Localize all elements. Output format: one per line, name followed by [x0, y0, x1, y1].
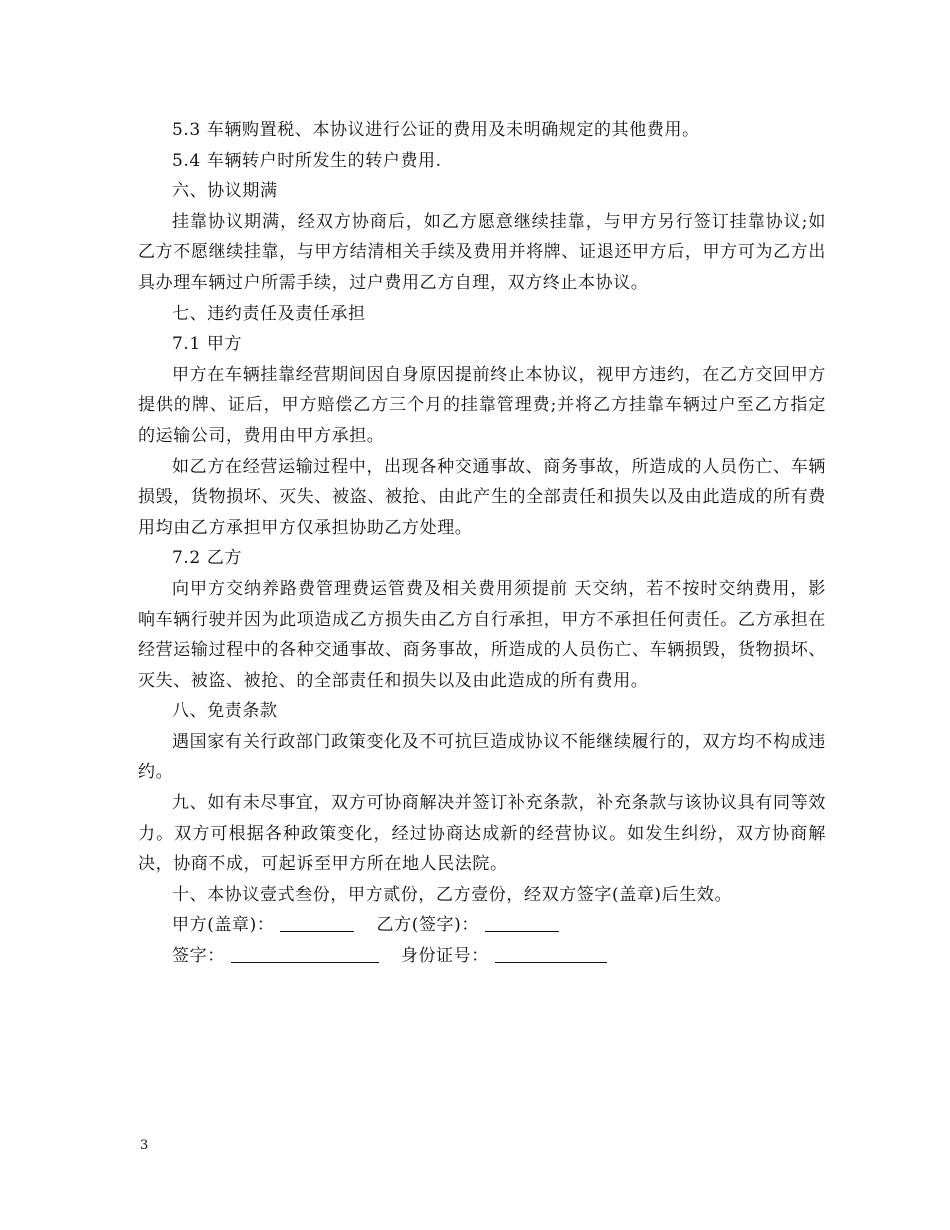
- paragraph-party-b-accident: 如乙方在经营运输过程中，出现各种交通事故、商务事故，所造成的人员伤亡、车辆损毁，货物损坏、灭失、被盗、被抢、由此产生的全部责任和损失以及由此造成的所有费用均由乙方承担甲方仅承担协助乙方处理。: [138, 456, 826, 538]
- signature-blank: [231, 944, 379, 963]
- party-a-seal-label: 甲方(盖章)：: [172, 915, 275, 936]
- paragraph-5-3: 5.3 车辆购置税、本协议进行公证的费用及未明确规定的其他费用。: [172, 120, 700, 140]
- signature-label: 签字：: [172, 946, 225, 967]
- paragraph-exemption: 遇国家有关行政部门政策变化及不可抗巨造成协议不能继续履行的，双方均不构成违约。: [138, 731, 826, 783]
- section-heading-exemption: 八、免责条款: [172, 701, 278, 722]
- paragraph-party-b-obligations: 向甲方交纳养路费管理费运管费及相关费用须提前 天交纳，若不按时交纳费用，影响车辆行驶并因为此项造成乙方损失由乙方自行承担，甲方不承担任何责任。乙方承担在经营运输过程中的各种交通事故、商务事故，所造成的人员伤亡、车辆损毁，货物损坏、灭失、被盗、被抢、的全部责任和损失以及由此造成的所有费用。: [138, 578, 826, 691]
- paragraph-5-4: 5.4 车辆转户时所发生的转户费用.: [172, 150, 442, 171]
- paragraph-party-a-breach: 甲方在车辆挂靠经营期间因自身原因提前终止本协议，视甲方违约，在乙方交回甲方提供的牌、证后，甲方赔偿乙方三个月的挂靠管理费;并将乙方挂靠车辆过户至乙方指定的运输公司，费用由甲方承担。: [138, 364, 826, 446]
- id-number-blank: [495, 944, 607, 963]
- document-body: [138, 115, 826, 972]
- signature-row-2: [138, 941, 826, 972]
- signature-row-1: [138, 910, 826, 941]
- id-number-label: 身份证号：: [400, 946, 489, 967]
- subheading-7-1: 7.1 甲方: [172, 334, 243, 355]
- paragraph-supplementary: 九、如有未尽事宜，双方可协商解决并签订补充条款，补充条款与该协议具有同等效力。双方可根据各种政策变化，经过协商达成新的经营协议。如发生纠纷，双方协商解决，协商不成，可起诉至甲方所在地人民法院。: [138, 793, 826, 875]
- paragraph-copies: 十、本协议壹式叁份，甲方贰份，乙方壹份，经双方签字(盖章)后生效。: [172, 884, 733, 905]
- page-number: 3: [140, 1138, 149, 1153]
- paragraph-agreement-expiry: 挂靠协议期满，经双方协商后，如乙方愿意继续挂靠，与甲方另行签订挂靠协议;如乙方不愿继续挂靠，与甲方结清相关手续及费用并将牌、证退还甲方后，甲方可为乙方出具办理车辆过户所需手续，过户费用乙方自理，双方终止本协议。: [138, 211, 826, 293]
- party-b-sign-blank: [485, 913, 559, 932]
- party-b-sign-label: 乙方(签字)：: [376, 915, 479, 936]
- subheading-7-2: 7.2 乙方: [172, 548, 243, 569]
- section-heading-agreement-expiry: 六、协议期满: [172, 181, 278, 202]
- party-a-seal-blank: [280, 913, 354, 932]
- section-heading-liability: 七、违约责任及责任承担: [172, 303, 366, 324]
